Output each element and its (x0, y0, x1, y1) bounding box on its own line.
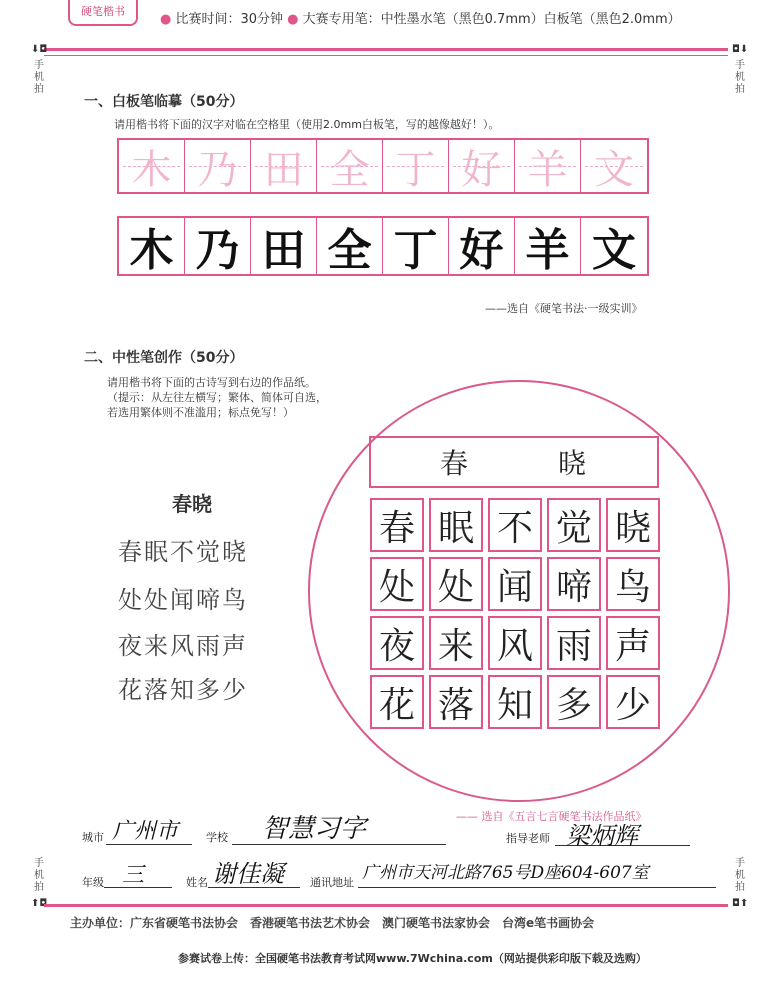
work-cell: 觉 (547, 498, 601, 552)
section2-instruction-2: （提示：从左往左横写；繁体、简体可自选， (107, 391, 327, 404)
address-underline (358, 887, 716, 888)
copy-grid (117, 216, 649, 276)
work-cell: 来 (429, 616, 483, 670)
work-cell: 眠 (429, 498, 483, 552)
footer-rule (44, 904, 728, 907)
poem-line: 春眠不觉晓 (118, 538, 248, 566)
side-marker-top-right: ◘⬇ 手机拍 (732, 44, 749, 95)
header-rule (44, 48, 728, 51)
work-grid (370, 498, 660, 729)
exam-time: 比赛时间：30分钟 (175, 12, 284, 27)
copy-cell: 乃 (185, 218, 251, 274)
grade-label: 年级 (82, 876, 104, 889)
camera-arrow-icon: ◘⬆ (732, 898, 749, 909)
work-cell: 晓 (606, 498, 660, 552)
work-cell: 处 (370, 557, 424, 611)
trace-cell: 丁 (383, 140, 449, 192)
section1-source: ——选自《硬笔书法·一级实训》 (485, 302, 643, 315)
work-title-box (369, 436, 659, 488)
section2-instruction-1: 请用楷书将下面的古诗写到右边的作品纸。 (107, 376, 316, 389)
work-cell: 夜 (370, 616, 424, 670)
poem-line: 花落知多少 (118, 676, 248, 704)
copy-cell: 羊 (515, 218, 581, 274)
work-cell: 知 (488, 675, 542, 729)
trace-cell: 文 (581, 140, 647, 192)
work-cell: 春 (370, 498, 424, 552)
exam-info (160, 8, 681, 27)
trace-cell: 好 (449, 140, 515, 192)
work-cell: 雨 (547, 616, 601, 670)
trace-grid (117, 138, 649, 194)
school-label: 学校 (206, 831, 228, 844)
section1-title: 一、白板笔临摹（50分） (84, 94, 244, 110)
copy-cell: 田 (251, 218, 317, 274)
bullet-dot-icon: ● (287, 12, 299, 27)
school-value[interactable]: 智慧习字 (262, 814, 367, 844)
upload-note: 参赛试卷上传：全国硬笔书法教育考试网www.7Wchina.com（网站提供彩印版下载及选购） (178, 952, 647, 965)
trace-cell: 羊 (515, 140, 581, 192)
category-badge: 硬笔楷书 (68, 0, 138, 26)
work-cell: 风 (488, 616, 542, 670)
organizers: 主办单位：广东省硬笔书法协会 香港硬笔书法艺术协会 澳门硬笔书法家协会 台湾e笔书画协会 (70, 916, 595, 930)
trace-cell: 田 (251, 140, 317, 192)
city-value[interactable]: 广州市 (112, 819, 179, 844)
work-cell: 不 (488, 498, 542, 552)
teacher-label: 指导老师 (506, 832, 550, 845)
name-label: 姓名 (186, 876, 208, 889)
header-rule-thin (44, 55, 728, 56)
copy-cell: 文 (592, 225, 636, 276)
trace-cell: 乃 (185, 140, 251, 192)
work-cell: 闻 (488, 557, 542, 611)
work-cell: 多 (547, 675, 601, 729)
work-paper-source: —— 选自《五言七言硬笔书法作品纸》 (456, 810, 647, 823)
grade-value[interactable]: 三 (122, 863, 145, 888)
trace-cell: 木 (119, 140, 185, 192)
bullet-dot-icon: ● (160, 12, 172, 27)
work-title-char: 春 (439, 447, 470, 480)
work-cell: 处 (429, 557, 483, 611)
copy-cell: 木 (119, 218, 185, 274)
work-cell: 少 (606, 675, 660, 729)
copy-cell: 丁 (383, 218, 449, 274)
trace-cell: 全 (317, 140, 383, 192)
city-label: 城市 (82, 831, 104, 844)
copy-cell: 全 (317, 218, 383, 274)
exam-pens: 大赛专用笔：中性墨水笔（黑色0.7mm）白板笔（黑色2.0mm） (302, 12, 681, 27)
poem-line: 夜来风雨声 (118, 632, 248, 660)
work-cell: 花 (370, 675, 424, 729)
poem-line: 处处闻啼鸟 (118, 586, 248, 614)
work-cell: 落 (429, 675, 483, 729)
address-value[interactable]: 广州市天河北路765号D座604-607室 (362, 863, 649, 883)
camera-arrow-icon: ◘⬇ (732, 44, 749, 55)
work-cell: 鸟 (606, 557, 660, 611)
teacher-value[interactable]: 梁炳辉 (566, 822, 638, 850)
camera-arrow-icon: ⬆◘ (31, 898, 48, 909)
side-marker-bottom-right: 手机拍 ◘⬆ (732, 858, 749, 909)
section1-instruction: 请用楷书将下面的汉字对临在空格里（使用2.0mm白板笔，写的越像越好！）。 (114, 118, 500, 131)
side-marker-top-left: ⬇◘ 手机拍 (31, 44, 48, 95)
address-label: 通讯地址 (310, 876, 354, 889)
work-title-char: 晓 (558, 447, 589, 480)
name-value[interactable]: 谢佳凝 (212, 860, 284, 888)
copy-cell: 好 (449, 218, 515, 274)
work-cell: 啼 (547, 557, 601, 611)
work-cell: 声 (606, 616, 660, 670)
poem-title: 春晓 (172, 492, 212, 516)
section2-instruction-3: 若选用繁体则不准滥用；标点免写！） (107, 406, 294, 419)
camera-arrow-icon: ⬇◘ (31, 44, 48, 55)
side-marker-bottom-left: 手机拍 ⬆◘ (31, 858, 48, 909)
section2-title: 二、中性笔创作（50分） (84, 350, 244, 366)
